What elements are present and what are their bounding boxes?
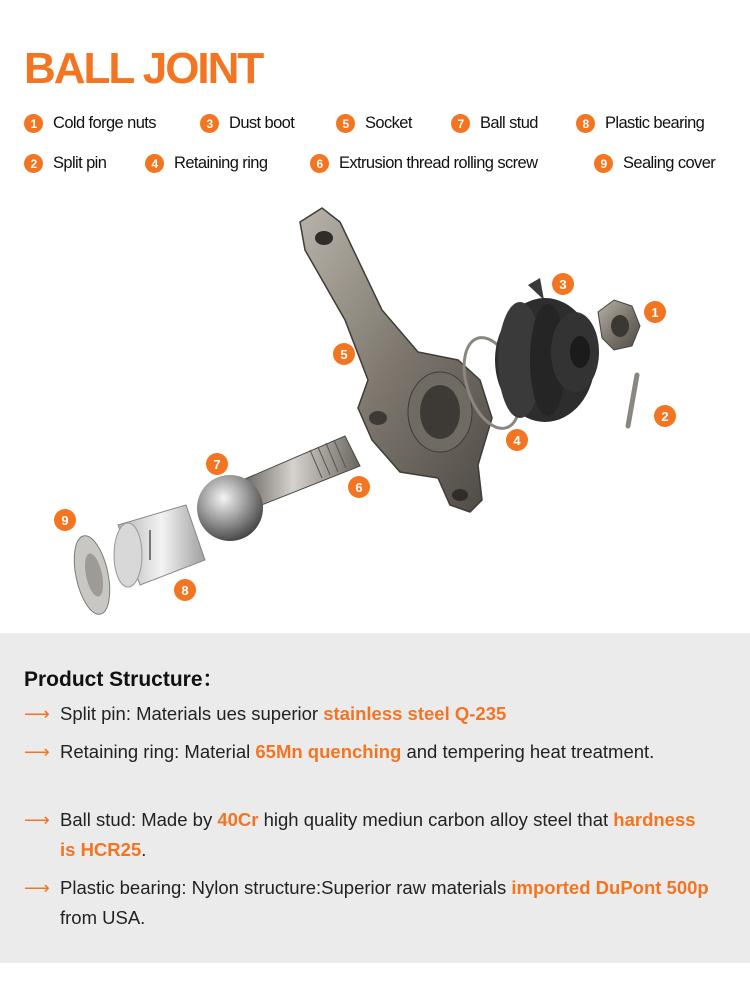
page-title: BALL JOINT — [24, 44, 263, 93]
legend-number: 5 — [336, 114, 355, 133]
callout-2: 2 — [654, 405, 676, 427]
legend-item — [451, 114, 538, 133]
legend-number: 4 — [145, 154, 164, 173]
sealing-cover-part — [68, 533, 116, 618]
bullet-text-part: and tempering heat treatment. — [401, 741, 655, 762]
arrow-right-icon: ⟶ — [24, 878, 50, 898]
bullet-text — [60, 737, 714, 767]
legend-label: Ball stud — [480, 114, 538, 132]
ball-stud-part — [197, 436, 360, 541]
product-structure-title: Product Structure： — [24, 668, 224, 691]
legend-label: Dust boot — [229, 114, 295, 132]
arrow-right-icon: ⟶ — [24, 742, 50, 762]
legend-item — [24, 114, 156, 133]
callout-9: 9 — [54, 509, 76, 531]
structure-bullet — [24, 873, 714, 933]
legend-label: Extrusion thread rolling screw — [339, 154, 538, 172]
callout-5: 5 — [333, 343, 355, 365]
legend-item — [576, 114, 704, 133]
bullet-text-part: from USA. — [60, 907, 146, 928]
bullet-highlight: 65Mn quenching — [255, 741, 402, 762]
legend-item — [200, 114, 294, 133]
legend-item — [24, 154, 106, 173]
cold-forge-nut-part — [598, 300, 640, 350]
arrow-right-icon: ⟶ — [24, 704, 50, 724]
callout-1: 1 — [644, 301, 666, 323]
legend-label: Plastic bearing — [605, 114, 705, 132]
legend-item — [145, 154, 267, 173]
legend-number: 8 — [576, 114, 595, 133]
legend-label: Retaining ring — [174, 154, 268, 172]
callout-8: 8 — [174, 579, 196, 601]
arrow-right-icon: ⟶ — [24, 810, 50, 830]
legend-item — [594, 154, 715, 173]
bullet-highlight: imported DuPont 500p — [511, 877, 709, 898]
bullet-text — [60, 805, 714, 865]
parts-legend — [24, 114, 750, 184]
callout-7: 7 — [206, 453, 228, 475]
legend-label: Split pin — [53, 154, 107, 172]
bullet-highlight: 40Cr — [217, 809, 259, 830]
callout-4: 4 — [506, 429, 528, 451]
bullet-text-part: high quality mediun carbon alloy steel that — [258, 809, 614, 830]
structure-bullet — [24, 737, 714, 767]
split-pin-part — [628, 375, 637, 426]
bullet-text-part: . — [141, 839, 147, 860]
callout-6: 6 — [348, 476, 370, 498]
legend-label: Sealing cover — [623, 154, 716, 172]
bullet-text-part: Plastic bearing: Nylon structure:Superior raw materials — [60, 877, 512, 898]
bullet-text-part: Retaining ring: Material — [60, 741, 256, 762]
legend-label: Cold forge nuts — [53, 114, 156, 132]
bullet-text-part: Ball stud: Made by — [60, 809, 218, 830]
bullet-text — [60, 873, 714, 933]
structure-bullet — [24, 805, 714, 865]
plastic-bearing-part — [114, 505, 205, 587]
legend-number: 2 — [24, 154, 43, 173]
legend-number: 7 — [451, 114, 470, 133]
legend-number: 6 — [310, 154, 329, 173]
bullet-highlight: stainless steel Q-235 — [323, 703, 507, 724]
product-structure-panel — [0, 633, 750, 963]
bullet-text-part: Split pin: Materials ues superior — [60, 703, 324, 724]
legend-number: 9 — [594, 154, 613, 173]
legend-number: 3 — [200, 114, 219, 133]
legend-label: Socket — [365, 114, 412, 132]
dust-boot-part — [495, 278, 599, 422]
structure-bullet — [24, 699, 714, 729]
bullet-text — [60, 699, 714, 729]
bullet-highlight: hardness is HCR25 — [60, 809, 696, 860]
exploded-view-diagram — [0, 195, 750, 630]
legend-item — [336, 114, 412, 133]
legend-number: 1 — [24, 114, 43, 133]
legend-item — [310, 154, 537, 173]
ball-joint-illustration — [0, 195, 750, 630]
callout-3: 3 — [552, 273, 574, 295]
